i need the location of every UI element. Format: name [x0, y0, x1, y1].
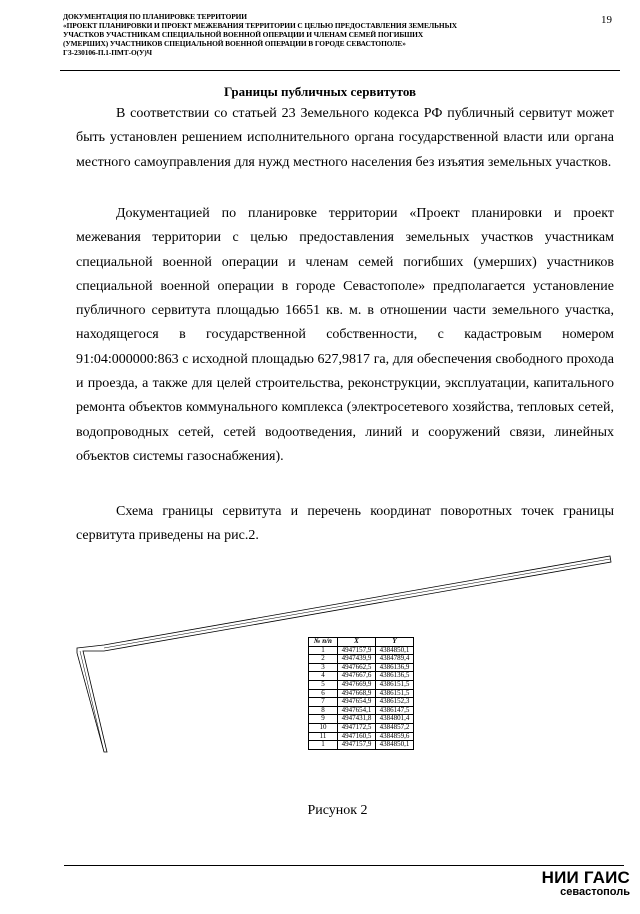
x-coordinate: 4947431,8	[338, 715, 376, 724]
point-number: 7	[309, 698, 338, 707]
point-number: 5	[309, 680, 338, 689]
point-number: 6	[309, 689, 338, 698]
paragraph-text: Документацией по планировке территории «Проект планировки и проект межевания территории с целью предоставления земельных участков участникам специальной военной операции и членам семей погибших (умерших) участников специальной военной операции в городе Севастополе» предполагается установление публичного сервитута площадью 16651 кв. м. в отношении части земельного участка, находящегося в государственной собственности, с кадастровым номером 91:04:000000:863 с исходной площадью 627,9817 га, для обеспечения свободного прохода и проезда, а также для целей строительства, реконструкции, эксплуатации, капитального ремонта объектов коммунального комплекса (электросетевого хозяйства, тепловых сетей, водопроводных сетей, сетей водоотведения, линий и сооружений связи, линейных объектов системы газоснабжения).	[76, 206, 614, 464]
paragraph-text: Схема границы сервитута и перечень координат поворотных точек границы сервитута приведены на рис.2.	[76, 504, 614, 544]
y-coordinate: 4384801,4	[376, 715, 414, 724]
servitude-boundary-line	[80, 651, 104, 752]
x-coordinate: 4947667,6	[338, 672, 376, 681]
x-coordinate: 4947654,9	[338, 698, 376, 707]
column-header: № п/п	[309, 638, 338, 647]
y-coordinate: 4386136,5	[376, 672, 414, 681]
logo-sub-text: севастополь	[560, 886, 630, 898]
point-number: 4	[309, 672, 338, 681]
figure-caption: Рисунок 2	[307, 803, 368, 818]
logo-main-text: НИИ ГАИС	[541, 868, 630, 887]
coordinates-table	[308, 637, 414, 750]
point-number: 9	[309, 715, 338, 724]
x-coordinate: 4947654,1	[338, 706, 376, 715]
point-number: 10	[309, 723, 338, 732]
point-number: 8	[309, 706, 338, 715]
y-coordinate: 4384850,1	[376, 646, 414, 655]
document-header	[63, 12, 573, 57]
point-number: 1	[309, 646, 338, 655]
x-coordinate: 4947439,9	[338, 655, 376, 664]
y-coordinate: 4386136,9	[376, 663, 414, 672]
paragraph	[76, 202, 614, 469]
header-divider	[60, 70, 620, 71]
x-coordinate: 4947157,9	[338, 646, 376, 655]
table-header-row	[309, 638, 414, 647]
header-line: «ПРОЕКТ ПЛАНИРОВКИ И ПРОЕКТ МЕЖЕВАНИЯ ТЕРРИТОРИИ С ЦЕЛЬЮ ПРЕДОСТАВЛЕНИЯ ЗЕМЕЛЬНЫХ	[63, 21, 457, 30]
table-row	[309, 680, 414, 689]
y-coordinate: 4386152,3	[376, 698, 414, 707]
footer-divider	[64, 865, 624, 866]
y-coordinate: 4386151,5	[376, 680, 414, 689]
table-row	[309, 655, 414, 664]
point-number: 11	[309, 732, 338, 741]
x-coordinate: 4947172,5	[338, 723, 376, 732]
page-number: 19	[601, 14, 612, 26]
x-coordinate: 4947157,9	[338, 741, 376, 750]
header-line: ДОКУМЕНТАЦИЯ ПО ПЛАНИРОВКЕ ТЕРРИТОРИИ	[63, 12, 247, 21]
y-coordinate: 4384850,1	[376, 741, 414, 750]
header-code: ГЗ-230106-П.1-ПМТ-О(У)Ч	[63, 48, 152, 57]
y-coordinate: 4386151,5	[376, 689, 414, 698]
point-number: 2	[309, 655, 338, 664]
header-line: УЧАСТКОВ УЧАСТНИКАМ СПЕЦИАЛЬНОЙ ВОЕННОЙ ОПЕРАЦИИ И ЧЛЕНАМ СЕМЕЙ ПОГИБШИХ	[63, 30, 424, 39]
x-coordinate: 4947160,5	[338, 732, 376, 741]
paragraph	[76, 500, 614, 549]
column-header: Y	[376, 638, 414, 647]
y-coordinate: 4386147,5	[376, 706, 414, 715]
table-row	[309, 723, 414, 732]
point-number: 1	[309, 741, 338, 750]
y-coordinate: 4384859,6	[376, 732, 414, 741]
table-row	[309, 741, 414, 750]
header-line: (УМЕРШИХ) УЧАСТНИКОВ СПЕЦИАЛЬНОЙ ВОЕННОЙ ОПЕРАЦИИ В ГОРОДЕ СЕВАСТОПОЛЕ»	[63, 39, 406, 48]
section-title: Границы публичных сервитутов	[223, 84, 417, 99]
point-number: 3	[309, 663, 338, 672]
company-logo	[480, 869, 630, 898]
paragraph-text: В соответствии со статьей 23 Земельного кодекса РФ публичный сервитут может быть установлен решением исполнительного органа государственной власти или органа местного самоуправления для нужд местного населения без изъятия земельных участков.	[76, 106, 614, 170]
y-coordinate: 4384857,2	[376, 723, 414, 732]
x-coordinate: 4947662,5	[338, 663, 376, 672]
x-coordinate: 4947669,9	[338, 680, 376, 689]
paragraph	[76, 102, 614, 175]
column-header: X	[338, 638, 376, 647]
y-coordinate: 4384789,4	[376, 655, 414, 664]
table-row	[309, 698, 414, 707]
x-coordinate: 4947668,9	[338, 689, 376, 698]
servitude-boundary-line	[104, 559, 610, 648]
